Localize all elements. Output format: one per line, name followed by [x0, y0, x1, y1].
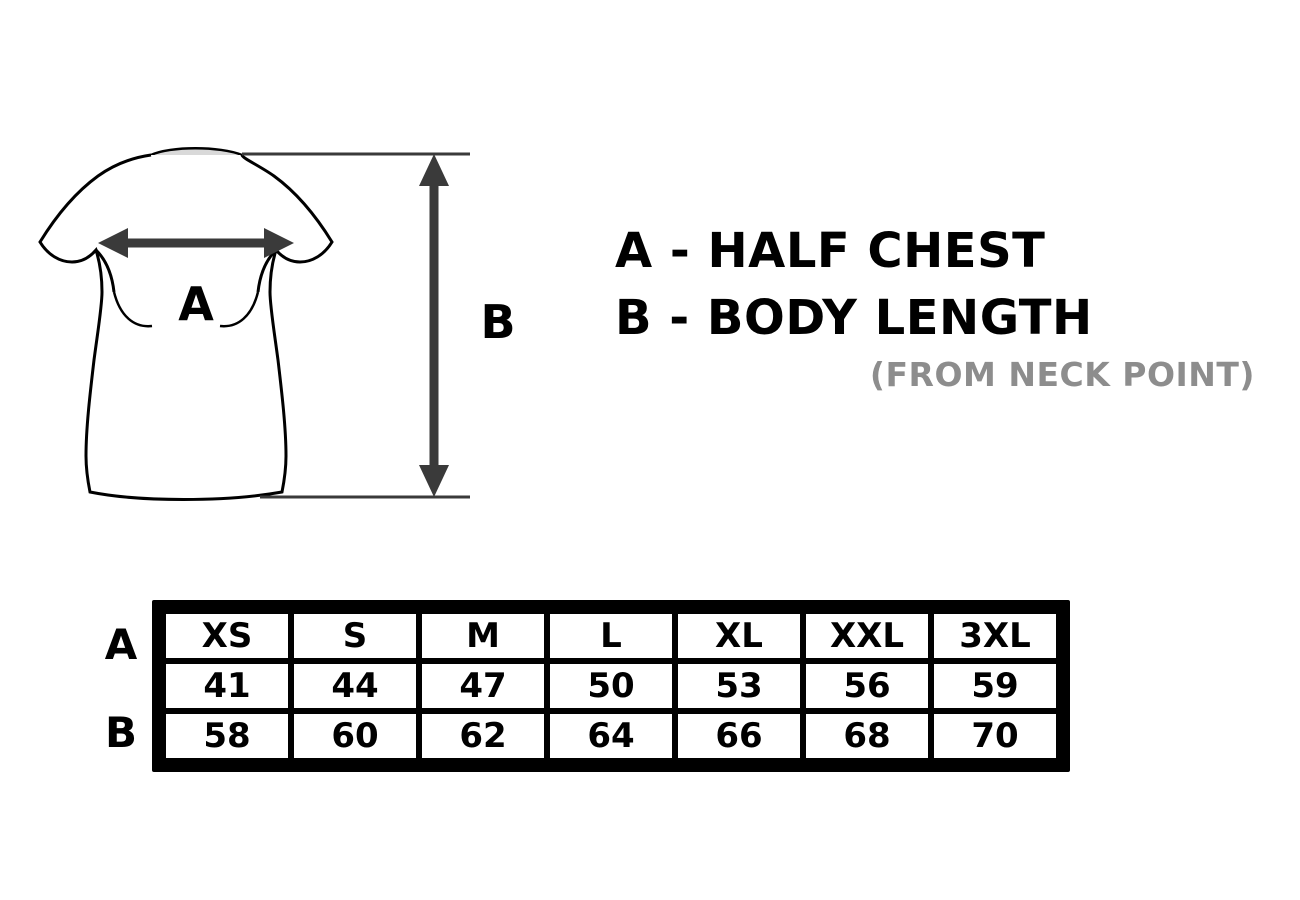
half-chest-cell: 56 [806, 664, 928, 708]
half-chest-cell: 44 [294, 664, 416, 708]
row-label-b: B [104, 707, 137, 757]
body-length-cell: 68 [806, 714, 928, 758]
body-length-cell: 58 [166, 714, 288, 758]
size-header-cell: 3XL [934, 614, 1056, 658]
body-length-cell: 66 [678, 714, 800, 758]
body-length-cell: 70 [934, 714, 1056, 758]
legend-half-chest: A - HALF CHEST [615, 223, 1046, 279]
row-label-a: A [104, 619, 138, 669]
half-chest-cell: 47 [422, 664, 544, 708]
size-grid [152, 600, 1070, 772]
legend [615, 225, 1255, 394]
table-row-half-chest [166, 664, 1056, 708]
size-header-cell: XL [678, 614, 800, 658]
half-chest-cell: 50 [550, 664, 672, 708]
half-chest-cell: 53 [678, 664, 800, 708]
size-header-cell: S [294, 614, 416, 658]
half-chest-cell: 41 [166, 664, 288, 708]
table-row-sizes [166, 614, 1056, 658]
legend-subnote: (FROM NECK POINT) [869, 354, 1255, 394]
size-grid-table [160, 608, 1062, 764]
half-chest-cell: 59 [934, 664, 1056, 708]
size-header-cell: XXL [806, 614, 928, 658]
body-length-cell: 64 [550, 714, 672, 758]
table-row-body-length [166, 714, 1056, 758]
length-label: B [480, 295, 516, 349]
chest-label: A [178, 277, 214, 331]
legend-body-length: B - BODY LENGTH [615, 289, 1093, 346]
size-chart-table [90, 600, 1070, 776]
body-length-cell: 60 [294, 714, 416, 758]
size-chart-layout [90, 600, 1070, 776]
length-measure-arrow [419, 154, 449, 497]
size-header-cell: L [550, 614, 672, 658]
tshirt-illustration [20, 110, 580, 530]
size-header-cell: M [422, 614, 544, 658]
size-header-cell: XS [166, 614, 288, 658]
body-length-cell: 62 [422, 714, 544, 758]
